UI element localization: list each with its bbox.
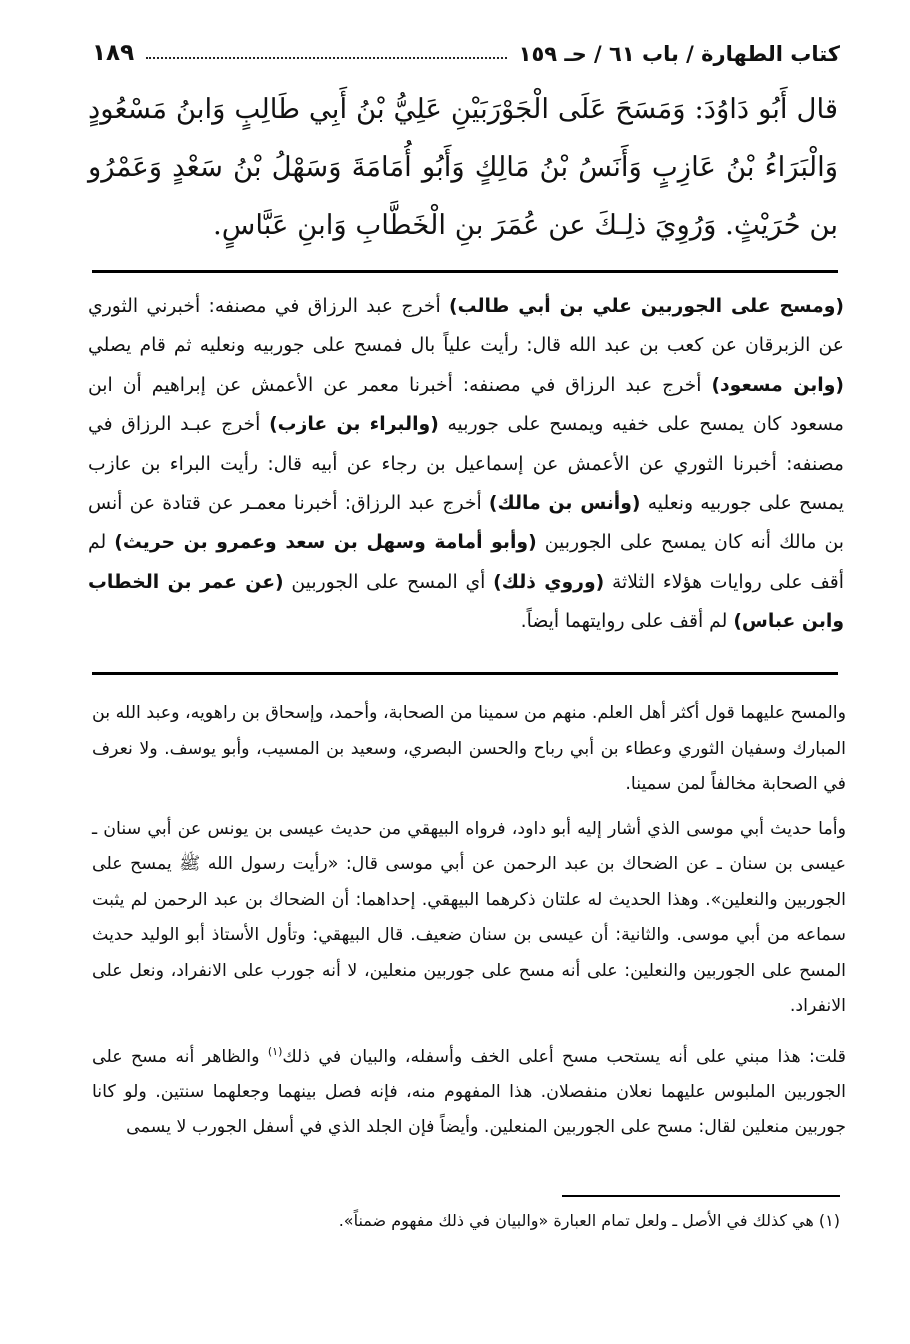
commentary-text-1: أخرج عبد الرزاق في مصنفه: أخبرني الثوري عن الزبرقان عن كعب بن عبد الله قال: رأيت علياً بال فمسح على جوربيه ونعليه ثم قام يصلي — [88, 296, 844, 357]
commentary — [88, 287, 844, 642]
notes-paragraph-3-end: والظاهر أنه مسح على الجوربين الملبوس عليهما نعلان منفصلان. هذا المفهوم منه، فإنه فصل بينهما وجعلهما سنتين. ولو كانا جوربين منعلين لقال: مسح على الجوربين المنعلين. وأيضاً فإن الجلد الذي في أسفل الجورب لا يسمى — [92, 1046, 846, 1138]
footnote-divider — [562, 1195, 840, 1197]
section-divider-bottom — [92, 672, 838, 675]
commentary-text-5: لم أقف على روايات هؤلاء الثلاثة — [88, 532, 844, 593]
commentary-quote-4: (وأنس بن مالك) — [488, 493, 641, 515]
commentary-text-7: لم أقف على روايتهما أيضاً. — [520, 611, 734, 633]
footnote: (١) هي كذلك في الأصل ـ ولعل تمام العبارة «والبيان في ذلك مفهوم ضمناً». — [338, 1211, 840, 1230]
commentary-text-6: أي المسح على الجوربين — [283, 571, 494, 593]
footnote-reference: (١) — [267, 1044, 283, 1058]
commentary-quote-2: (وابن مسعود) — [711, 374, 844, 396]
dotted-leader — [146, 57, 507, 59]
notes-paragraph-1: والمسح عليهما قول أكثر أهل العلم. منهم من سمينا من الصحابة، وأحمد، وإسحاق بن راهويه، وعبد الله بن المبارك وسفيان الثوري وعطاء بن أبي رباح والحسن البصري، وسعيد بن المسيب، وأبو يوسف. ولا نعرف في الصحابة مخالفاً لمن سمينا. — [92, 703, 846, 794]
page-header — [92, 26, 840, 66]
commentary-quote-3: (والبراء بن عازب) — [269, 414, 439, 436]
commentary-text-2: أخرج عبد الرزاق في مصنفه: أخبرنا معمر عن الأعمش عن إبراهيم أن ابن مسعود كان يمسح على خفيه ويمسح على جوربيه — [88, 374, 844, 436]
notes-paragraph-3 — [92, 1034, 846, 1146]
commentary-quote-1: (ومسح على الجوربين علي بن أبي طالب) — [449, 296, 844, 317]
notes-paragraph-2: وأما حديث أبي موسى الذي أشار إليه أبو داود، فرواه البيهقي من حديث عيسى بن يونس عن أبي سنان ـ عيسى بن سنان ـ عن الضحاك بن عبد الرحمن عن أبي موسى قال: «رأيت رسول الله ﷺ يمسح على الجوربين والنعلين». وهذا الحديث له علتان ذكرهما البيهقي. إحداهما: أن الضحاك بن عبد الرحمن لم يثبت سماعه من أبي موسى. والثانية: أن عيسى بن سنان ضعيف. قال البيهقي: وتأول الأستاذ أبو الوليد حديث المسح على الجوربين والنعلين: على أنه مسح على جوربين منعلين، لا أنه جورب على الانفراد، ونعل على الانفراد. — [92, 818, 846, 1016]
commentary-quote-6: (وروي ذلك) — [493, 571, 605, 593]
running-title: كتاب الطهارة / باب ٦١ / حـ ١٥٩ — [518, 42, 840, 66]
commentary-text-3: أخرج عبـد الرزاق في مصنفه: أخبرنا الثوري عن الأعمش عن إسماعيل بن رجاء عن أبيه قال: رأيت البراء بن عازب يمسح على جوربيه ونعليه — [88, 414, 844, 515]
commentary-quote-5: (وأبو أمامة وسهل بن سعد وعمرو بن حريث) — [114, 532, 537, 554]
section-divider-top — [92, 270, 838, 273]
page-number: ١٨٩ — [92, 40, 135, 66]
hadith-text: قال أَبُو دَاوُدَ: وَمَسَحَ عَلَى الْجَوْرَبَيْنِ عَلِيُّ بْنُ أَبِي طَالِبٍ وَابنُ مَسْعُودٍ وَالْبَرَاءُ بْنُ عَازِبٍ وَأَنَسُ بْنُ مَالِكٍ وَأَبُو أُمَامَةَ وَسَهْلُ بْنُ سَعْدٍ وَعَمْرُو بن حُرَيْثٍ. وَرُوِيَ ذلِـكَ عن عُمَرَ بنِ الْخَطَّابِ وَابنِ عَبَّاسٍ. — [88, 93, 838, 241]
commentary-quote-7: (عن عمر بن الخطاب وابن عباس) — [88, 571, 844, 633]
editor-notes — [92, 696, 846, 1155]
commentary-text-4: أخرج عبد الرزاق: أخبرنا معمـر عن قتادة عن أنس بن مالك أنه كان يمسح على الجوربين — [88, 493, 845, 554]
notes-paragraph-3-start: قلت: هذا مبني على أنه يستحب مسح أعلى الخف وأسفله، والبيان في ذلك — [282, 1046, 846, 1067]
